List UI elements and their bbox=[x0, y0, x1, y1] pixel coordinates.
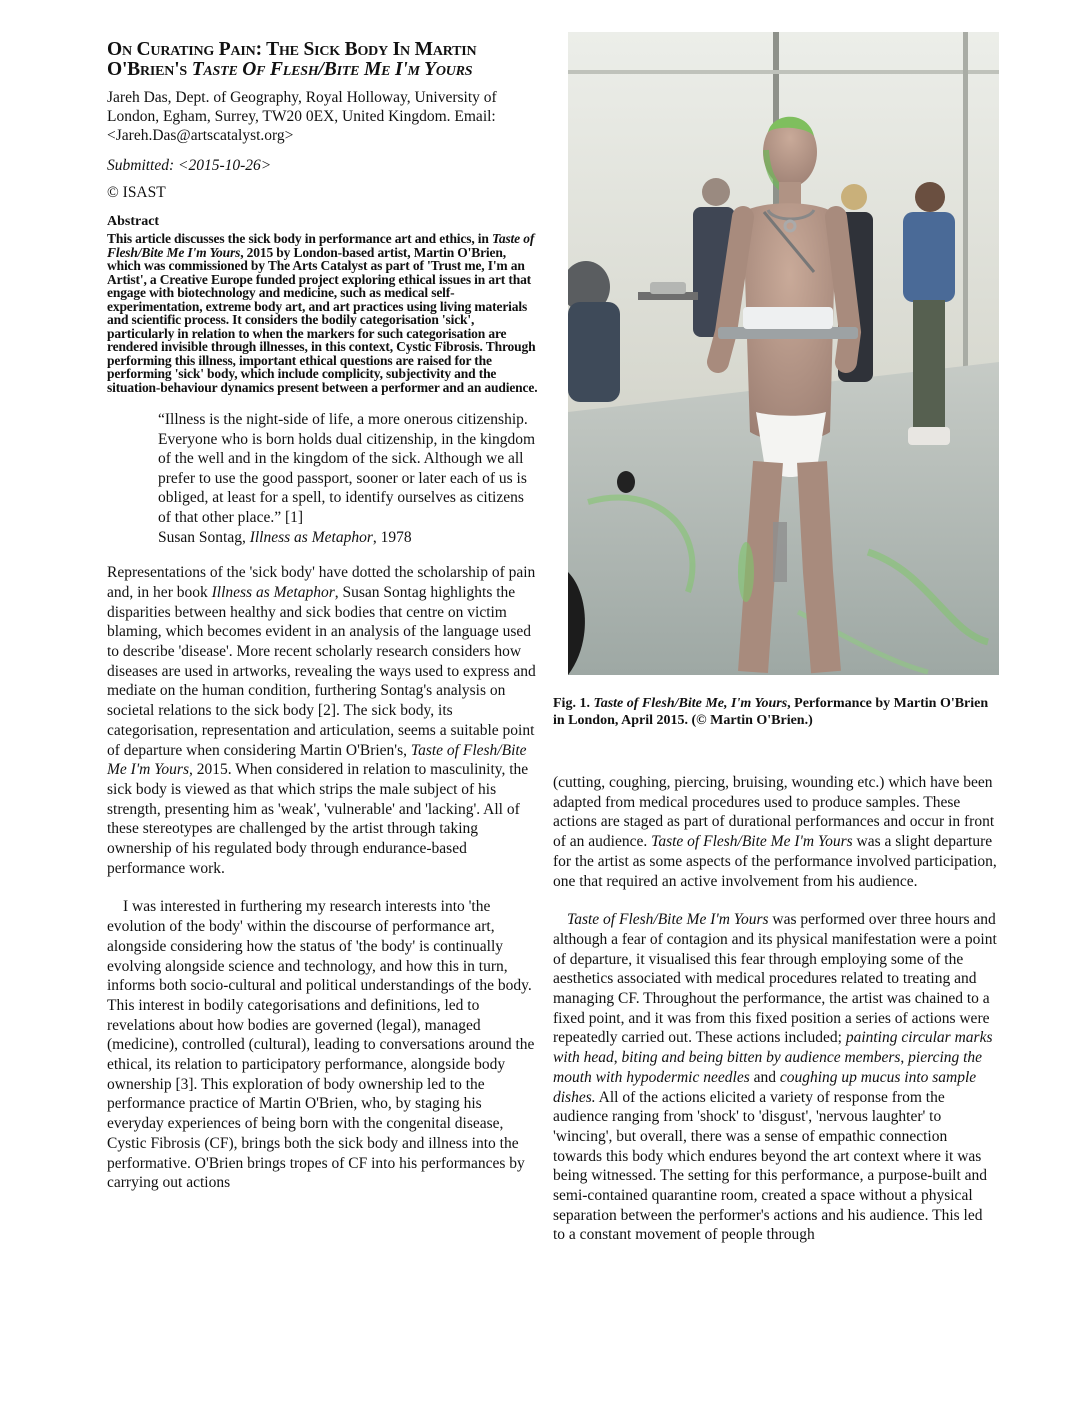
title-main: On Curating Pain: The Sick Body In Martin O'Brien's bbox=[107, 39, 477, 80]
body-paragraph-2: I was interested in furthering my research interests into 'the evolution of the body' within the discourse of performance art, alongside considering how the status of 'the body' is continually evolving alongside science and technology, and how this in turn, informs both socio-cultural and political understandings of the body. This interest in bodily categorisations and definitions, led to revelations about how bodies are governed (legal), managed (medicine), controlled (cultural), leading to conversations around the ethical, its relation to participatory performance, alongside body ownership [3]. This exploration of body ownership led to the performance practice of Martin O'Brien, who, by staging his everyday experiences of being born with the congenital disease, Cystic Fibrosis (CF), brings both the sick body and illness into the performative. O'Brien brings tropes of CF into his performances by carrying out actions bbox=[107, 898, 535, 1192]
title-work: Taste Of Flesh/Bite Me I'm Yours bbox=[191, 59, 473, 80]
abstract-text: This article discusses the sick body in performance art and ethics, in Taste of Flesh/Bite Me I'm Yours, 2015 by London-based artist, Martin O'Brien, which was commissioned by The Arts Catalyst as part of 'Trust me, I'm an Artist', a Creative Europe funded project exploring ethical issues in art that engage with biotechnology and medicine, such as medical self-experimentation, extreme body art, and art practices using living materials and scientific process. It considers the bodily categorisation 'sick', particularly in relation to when the markers for such categorisation are rendered invisible through illnesses, in this context, Cystic Fibrosis. Through performing this illness, important ethical questions are raised for the performing 'sick' body, which include complicity, subjectivity and the situation-behaviour dynamics present between a performer and an audience. bbox=[107, 231, 538, 395]
quote-text: “Illness is the night-side of life, a more onerous citizenship. Everyone who is born holds dual citizenship, in the kingdom of the well and in the kingdom of the sick. Although we all prefer to use the good passport, sooner or later each of us is obliged, at least for a spell, to identify ourselves as citizens of that other place.” [1] bbox=[158, 411, 536, 526]
copyright: © ISAST bbox=[107, 183, 166, 201]
submitted-date: Submitted: <2015-10-26> bbox=[107, 156, 272, 174]
quote-attribution: Susan Sontag, Illness as Metaphor, 1978 bbox=[158, 528, 412, 546]
right-column bbox=[553, 32, 997, 1245]
photo-illustration bbox=[568, 32, 999, 675]
body-paragraph-4: Taste of Flesh/Bite Me I'm Yours was performed over three hours and although a fear of contagion and its physical manifestation were a point of departure, it visualised this fear through employing some of the aesthetics associated with medical procedures related to treating and managing CF. Throughout the performance, the artist was chained to a fixed point, and it was from this fixed position a series of actions were repeatedly carried out. These actions included; painting circular marks with head, biting and being bitten by audience members, piercing the mouth with hypodermic needles and coughing up mucus into sample dishes. All of the actions elicited a variety of response from the audience ranging from 'shock' to 'disgust', 'nervous laughter' to 'wincing', but overall, there was a sense of empathic connection towards this body which endures beyond the art context where it was being witnessed. The setting for this performance, a purpose-built and semi-contained quarantine room, created a space without a physical separation between the performer's actions and his audience. This led to a constant movement of people through bbox=[553, 911, 997, 1244]
author-affiliation: Jareh Das, Dept. of Geography, Royal Holloway, University of London, Egham, Surrey, TW20 0EX, United Kingdom. Email: <Jareh.Das@artscatalyst.org> bbox=[107, 89, 497, 145]
left-column bbox=[107, 40, 539, 1193]
body-paragraph-1: Representations of the 'sick body' have dotted the scholarship of pain and, in her book Illness as Metaphor, Susan Sontag highlights the disparities between healthy and sick bodies that centre on victim blaming, which becomes evident in an analysis of the language used to describe 'disease'. More recent scholarly research considers how diseases are used in artworks, revealing the ways used to express and mediate on the human condition, furthering Sontag's analysis on societal relations to the sick body [2]. The sick body, its categorisation, representation and articulation, seems a suitable point of departure when considering Martin O'Brien's, Taste of Flesh/Bite Me I'm Yours, 2015. When considered in relation to masculinity, the sick body is viewed as that which strips the male subject of his strength, presenting him as 'weak', 'vulnerable' and 'lacking'. All of these stereotypes are challenged by the artist through taking ownership of his regulated body through endurance-based performance work. bbox=[107, 564, 536, 877]
figure-caption: Fig. 1. Taste of Flesh/Bite Me, I'm Yours, Performance by Martin O'Brien in London, April 2015. (© Martin O'Brien.) bbox=[553, 696, 989, 728]
epigraph-quote bbox=[158, 410, 538, 547]
body-paragraph-3: (cutting, coughing, piercing, bruising, wounding etc.) which have been adapted from medical procedures used to produce samples. These actions are staged as part of durational performances and occur in front of an audience. Taste of Flesh/Bite Me I'm Yours was a slight departure for the artist as some aspects of the performance involved participation, one that required an active involvement from his audience. bbox=[553, 774, 997, 890]
paper-title bbox=[107, 40, 539, 80]
performance-photo bbox=[568, 32, 999, 675]
abstract-heading: Abstract bbox=[107, 214, 160, 230]
